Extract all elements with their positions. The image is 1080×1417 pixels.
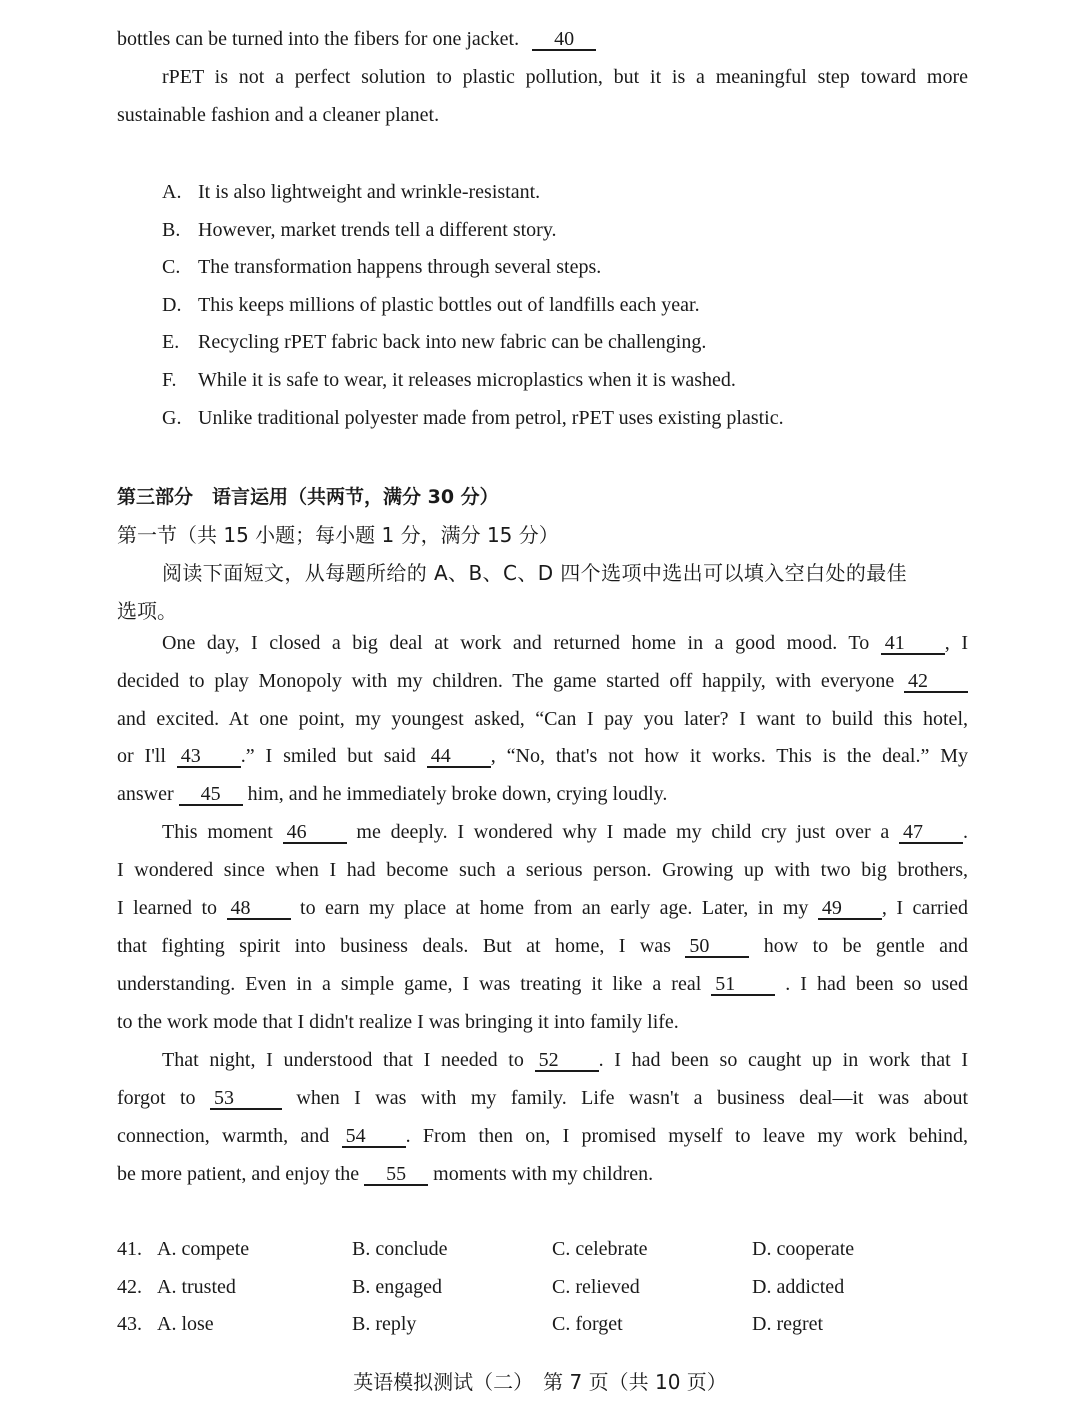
- blank-40[interactable]: 40: [532, 29, 596, 51]
- passage-line: answer 45 him, and he immediately broke down, crying loudly.: [117, 783, 668, 805]
- passage-line: That night, I understood that I needed to 52 . I had been so caught up in work that I: [162, 1049, 969, 1071]
- passage-line: One day, I closed a big deal at work and returned home in a good mood. To 41 , I: [162, 632, 968, 654]
- passage-line: I learned to 48 to earn my place at home from an early age. Later, in my 49 , I carried: [117, 897, 969, 919]
- blank-52[interactable]: 52: [535, 1050, 599, 1072]
- passage-line: understanding. Even in a simple game, I was treating it like a real 51 . I had been so used: [117, 973, 969, 995]
- blank-50[interactable]: 50: [685, 936, 749, 958]
- option-f: F. While it is safe to wear, it releases microplastics when it is washed.: [162, 369, 736, 391]
- choice-b[interactable]: B. reply: [352, 1313, 417, 1335]
- passage-line: be more patient, and enjoy the 55 moments with my children.: [117, 1163, 654, 1185]
- choice-c[interactable]: C. relieved: [552, 1276, 640, 1298]
- passage-line: and excited. At one point, my youngest asked, “Can I pay you later? I want to build this hotel,: [117, 708, 968, 730]
- choice-b[interactable]: B. conclude: [352, 1238, 448, 1260]
- option-e: E. Recycling rPET fabric back into new fabric can be challenging.: [162, 331, 707, 353]
- passage-line: decided to play Monopoly with my children. The game started off happily, with everyone 42: [117, 670, 968, 693]
- choice-a[interactable]: A. lose: [157, 1313, 214, 1335]
- passage-line: to the work mode that I didn't realize I was bringing it into family life.: [117, 1011, 679, 1033]
- blank-54[interactable]: 54: [342, 1126, 406, 1148]
- passage-line: This moment 46 me deeply. I wondered why I made my child cry just over a 47 .: [162, 821, 969, 843]
- choice-b[interactable]: B. engaged: [352, 1276, 442, 1298]
- page-footer: 英语模拟测试（二） 第 7 页（共 10 页）: [353, 1370, 727, 1394]
- section-title: 第一节（共 15 小题；每小题 1 分，满分 15 分）: [117, 523, 559, 547]
- question-number: 43.: [117, 1313, 142, 1335]
- passage-line: sustainable fashion and a cleaner planet.: [117, 104, 440, 126]
- choice-a[interactable]: A. trusted: [157, 1276, 236, 1298]
- passage-line: forgot to 53 when I was with my family. Life wasn't a business deal—it was about: [117, 1087, 969, 1109]
- option-b: B. However, market trends tell a different story.: [162, 219, 557, 241]
- blank-43[interactable]: 43: [177, 746, 241, 768]
- blank-45[interactable]: 45: [179, 784, 243, 806]
- blank-49[interactable]: 49: [818, 898, 882, 920]
- passage-line: or I'll 43 .” I smiled but said 44 , “No, that's not how it works. This is the deal.” My: [117, 745, 969, 767]
- choice-d[interactable]: D. regret: [752, 1313, 824, 1335]
- blank-41[interactable]: 41: [881, 633, 945, 655]
- option-a: A. It is also lightweight and wrinkle-resistant.: [162, 181, 541, 203]
- blank-42[interactable]: 42: [904, 671, 968, 693]
- choice-c[interactable]: C. forget: [552, 1313, 623, 1335]
- instructions: 选项。: [117, 599, 177, 623]
- choice-d[interactable]: D. addicted: [752, 1276, 845, 1298]
- blank-46[interactable]: 46: [283, 822, 347, 844]
- blank-51[interactable]: 51: [711, 974, 775, 996]
- option-c: C. The transformation happens through several steps.: [162, 256, 602, 278]
- question-number: 42.: [117, 1276, 142, 1298]
- choice-d[interactable]: D. cooperate: [752, 1238, 855, 1260]
- blank-44[interactable]: 44: [427, 746, 491, 768]
- passage-line: connection, warmth, and 54 . From then on, I promised myself to leave my work behind,: [117, 1125, 969, 1147]
- blank-55[interactable]: 55: [364, 1164, 428, 1186]
- choice-a[interactable]: A. compete: [157, 1238, 250, 1260]
- option-g: G. Unlike traditional polyester made from petrol, rPET uses existing plastic.: [162, 407, 784, 429]
- passage-line: rPET is not a perfect solution to plastic pollution, but it is a meaningful step toward more: [162, 66, 968, 88]
- part-title: 第三部分 语言运用（共两节，满分 30 分）: [117, 486, 499, 508]
- blank-48[interactable]: 48: [227, 898, 291, 920]
- choice-c[interactable]: C. celebrate: [552, 1238, 648, 1260]
- question-number: 41.: [117, 1238, 142, 1260]
- passage-line: I wondered since when I had become such a serious person. Growing up with two big brothers,: [117, 859, 968, 881]
- option-d: D. This keeps millions of plastic bottles out of landfills each year.: [162, 294, 700, 316]
- passage-line: that fighting spirit into business deals. But at home, I was 50 how to be gentle and: [117, 935, 969, 957]
- passage-line: bottles can be turned into the fibers for one jacket. 40: [117, 28, 596, 51]
- blank-53[interactable]: 53: [210, 1088, 282, 1110]
- blank-47[interactable]: 47: [899, 822, 963, 844]
- instructions: 阅读下面短文，从每题所给的 A、B、C、D 四个选项中选出可以填入空白处的最佳: [162, 561, 908, 585]
